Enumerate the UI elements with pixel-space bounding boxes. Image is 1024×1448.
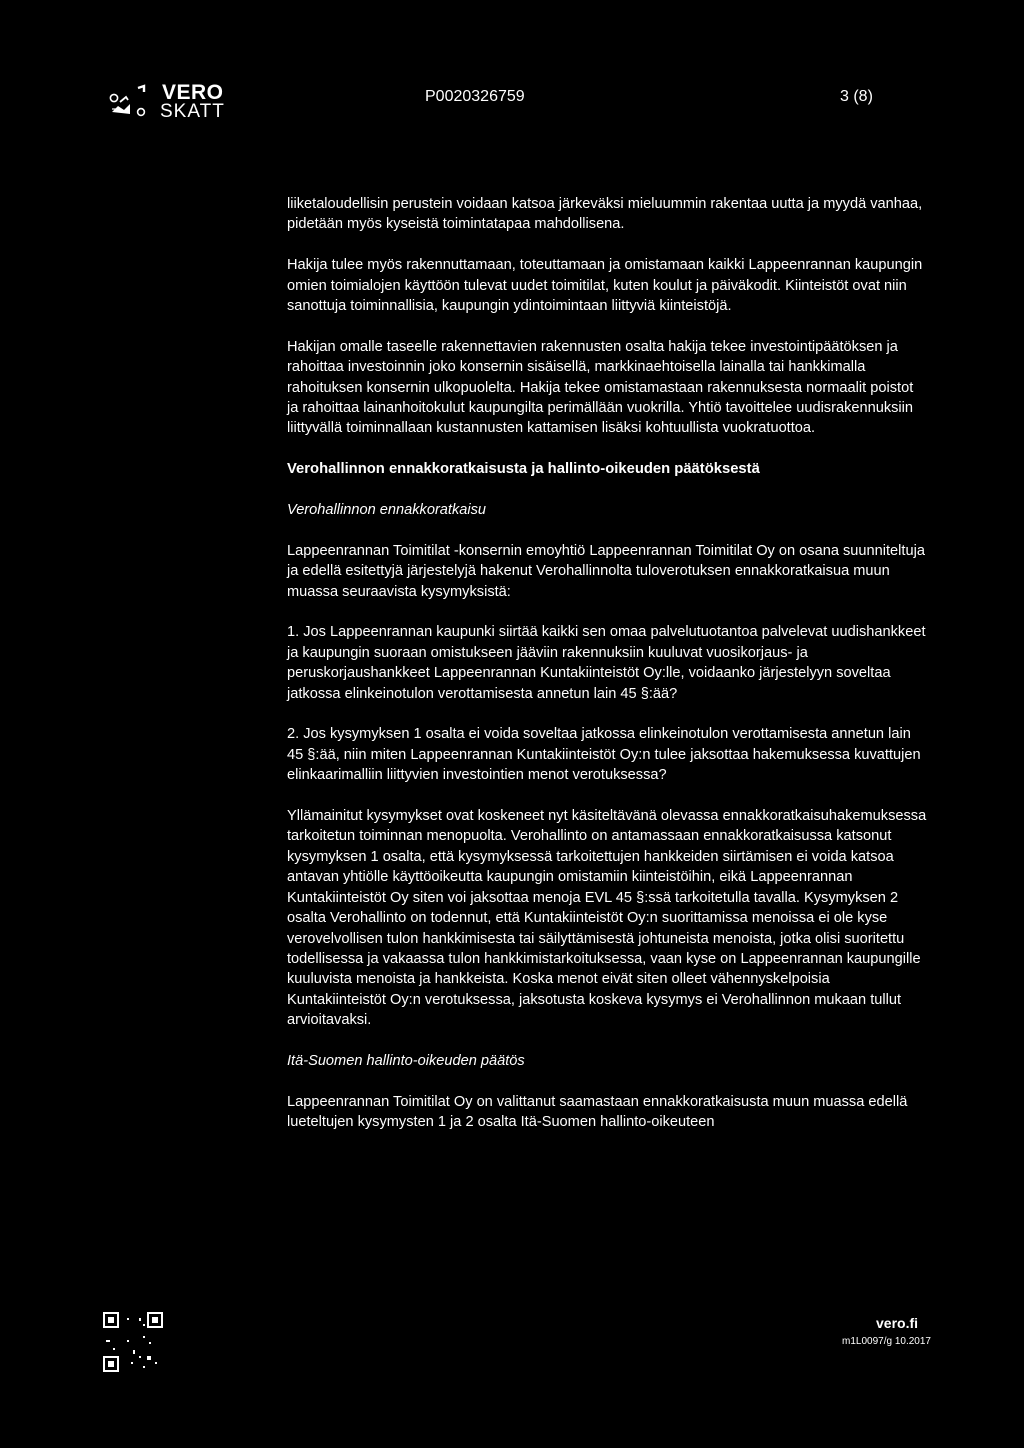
document-id: P0020326759 — [425, 88, 525, 105]
question-2: 2. Jos kysymyksen 1 osalta ei voida soveltaa jatkossa elinkeinotulon verottamisesta annetun lain 45 §:ää, niin miten Lappeenrannan Kuntakiinteistöt Oy:n tulee jaksottaa hakemuksessa kuvattujen elinkaarimalliin liittyvien investointien menot verotuksessa? — [287, 726, 921, 784]
document-body — [287, 194, 927, 1153]
vero-emblem-icon — [108, 84, 164, 120]
footer-website: vero.fi — [876, 1315, 919, 1331]
paragraph-5: Yllämainitut kysymykset ovat koskeneet nyt käsiteltävänä olevassa ennakkoratkaisuhakemuksessa tarkoitetun toiminnan menopuolta. Verohallinto on antamassaan ennakkoratkaisussa katsonut kysymyksen 1 osalta, että kysymyksessä tarkoitettujen hankkeiden siirtämisen ei voida katsoa antavan yhtiölle käyttöoikeutta kaupungin omistamiin kiinteistöihin, eikä Lappeenrannan Kuntakiinteistöt Oy siten voi jaksottaa menoja EVL 45 §:ssä tarkoitetulla tavalla. Kysymyksen 2 osalta Verohallinto on todennut, että Kuntakiinteistöt Oy:n suorittamissa menoissa ei ole kyse verovelvollisen tulon hankkimisesta tai säilyttämisestä johtuneista menoista, jotka olisi suoritettu todellisessa ja vakaassa tulon hankkimistarkoituksessa, vaan kyse on Lappeenrannan kaupungille kuuluvista menoista ja hankkeista. Koska menot eivät siten olleet vähennyskelpoisia Kuntakiinteistöt Oy:n verotuksessa, jaksotusta koskeva kysymys ei Verohallinnon mukaan tullut arvioitavaksi. — [287, 808, 927, 1029]
vero-logo — [108, 78, 238, 122]
subheading-hallinto-oikeus: Itä-Suomen hallinto-oikeuden päätös — [287, 1052, 525, 1069]
page-number: 3 (8) — [840, 88, 873, 105]
paragraph-2: Hakija tulee myös rakennuttamaan, toteuttamaan ja omistamaan kaikki Lappeenrannan kaupungin omien toimialojen käyttöön tulevat uudet toimitilat, kuten koulut ja päiväkodit. Kiinteistöt ovat niin sanottuja toiminnallisia, kaupungin ydintoimintaan liittyviä kiinteistöjä. — [287, 257, 923, 315]
footer-form-code: m1L0097/g 10.2017 — [842, 1336, 931, 1347]
question-1: 1. Jos Lappeenrannan kaupunki siirtää kaikki sen omaa palvelutuotantoa palvelevat uudishankkeet ja kaupungin suoraan omistukseen jääviin rakennuksiin kuuluvat vuosikorjaus- ja peruskorjaushankkeet Lappeenrannan Kuntakiinteistöt Oy:lle, voidaanko järjestelyyn soveltaa jatkossa elinkeinotulon verottamisesta annetun lain 45 §:ää? — [287, 624, 926, 702]
logo-vero-text: VERO — [162, 81, 224, 104]
paragraph-6: Lappeenrannan Toimitilat Oy on valittanut saamastaan ennakkoratkaisusta muun muassa edellä lueteltujen kysymysten 1 ja 2 osalta Itä-Suomen hallinto-oikeuteen — [287, 1093, 908, 1131]
paragraph-4: Lappeenrannan Toimitilat -konsernin emoyhtiö Lappeenrannan Toimitilat Oy on osana suunniteltuja ja edellä esitettyjä järjestelyjä hakenut Verohallinnolta tuloverotuksen ennakkoratkaisua muun muassa seuraavista kysymyksistä: — [287, 542, 925, 600]
logo-skatt-text: SKATT — [160, 101, 225, 122]
paragraph-1: liiketaloudellisin perustein voidaan katsoa järkeväksi mieluummin rakentaa uutta ja myydä vanhaa, pidetään myös kyseistä toimintatapaa mahdollisena. — [287, 196, 923, 233]
subheading-ennakkoratkaisu: Verohallinnon ennakkoratkaisu — [287, 502, 487, 519]
qr-code-icon — [103, 1312, 165, 1374]
paragraph-3: Hakijan omalle taseelle rakennettavien rakennusten osalta hakija tekee investointipäätöksen ja rahoittaa investoinnin joko konsernin sisäisellä, markkinaehtoisella lainalla tai hankkimalla rahoituksen konsernin ulkopuolelta. Hakija tekee omistamastaan rakennuksesta normaalit poistot ja rahoittaa lainanhoitokulut kaupungilta perimällään vuokrilla. Yhtiö tavoittelee uudisrakennuksiin liittyvällä toiminnallaan kustannusten kattamisen lisäksi kohtuullista vuokratuottoa. — [287, 338, 914, 437]
section-heading: Verohallinnon ennakkoratkaisusta ja hallinto-oikeuden päätöksestä — [287, 461, 760, 478]
